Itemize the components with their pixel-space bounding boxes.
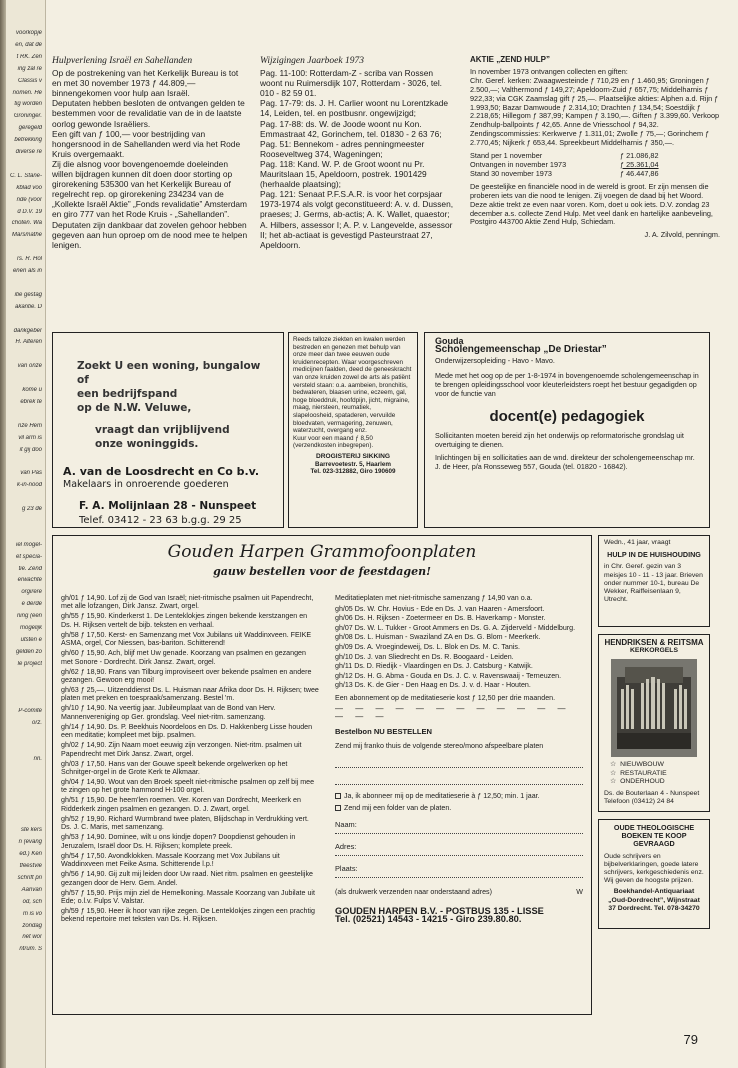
spine-fragment: ebrek te (20, 398, 42, 405)
ad-driestar-text2: Sollicitanten moeten bereid zijn het onderwijs op reformatorische grondslag uit overtuiging te dienen. (435, 430, 684, 449)
star-icon: ☆ (610, 777, 617, 785)
spine-fragment: tfeestvie (19, 863, 42, 869)
record-item: gh/02 ƒ 14,90. Zijn Naam moet eeuwig zijn verzongen. Niet-ritm. psalmen uit Papendrecht met Dirk Jansz. Zwart, orgel. (61, 741, 302, 758)
address-field[interactable] (335, 821, 583, 834)
meditation-item: gh/06 Ds. H. Rijksen - Zoetermeer en Ds. B. Haverkamp - Monster. (335, 614, 546, 623)
meditation-item: gh/07 Ds. W. L. Tukker - Groot Ammers en Ds. G. A. Zijderveld - Middelburg. (335, 623, 576, 632)
harpen-bon-title: Bestelbon NU BESTELLEN (335, 726, 433, 736)
ad-driestar-text: Mede met het oog op de per 1-8-1974 in bovengenoemde scholengemeenschap in te brengen opleidingsschool voor kleuterleidsters roept het bestuur gegadigden op voor de functie van (435, 371, 699, 398)
record-item: gh/55 ƒ 15,90. Kinderkerst 1. De Lenteklokjes zingen bekende kerstzangen en Ds. H. Rijksen vertelt de bijb. teksten en verhaal. (61, 612, 308, 629)
meditation-item: gh/12 Ds. H. G. Abma - Gouda en Ds. J. C. v. Ravenswaaij - Terneuzen. (335, 671, 562, 680)
zend-hulp-closing: De geestelijke en financiële nood in de wereld is groot. Er zijn mensen die proberen iets van die nood te lenigen. Zij voegen de daad bij het Woord. Deze aktie trekt ze even naar voren. Kom, doet u ook iets. D.V. zondag 23 december a.s. collecte Zend Hulp. Met veel dank en hartelijke aanbeveling, (470, 181, 713, 218)
ad-huishouding-text: in Chr. Geref. gezin van 3 meisjes 10 - 11 - 13 jaar. Brieven onder nummer 10-1, bureau De Wekker, Raiffeisenlaan 9, Utrecht. (604, 563, 703, 604)
hulpverlening-paragraphs (52, 68, 248, 250)
hulpverlening-paragraph: Deputaten zijn dankbaar dat zovelen gehoor hebben gegeven aan hun oproep om de nood mee te helpen lenigen. (52, 219, 248, 250)
page (50, 30, 720, 1055)
spine-fragment: iel mogel- (15, 541, 42, 548)
spine-fragment: enen als in (12, 268, 42, 274)
spine-fragment: erwachte (17, 577, 42, 584)
harpen-abonnement: Een abonnement op de meditatieserie kost ƒ 12,50 per drie maanden. (335, 693, 556, 702)
spine-fragment: od, sch (22, 898, 42, 905)
spine-fragment: itie gestag (14, 291, 42, 298)
spine-fragment: nn. (33, 755, 42, 762)
total-value: ƒ 25.361,04 (620, 159, 659, 169)
total-value: ƒ 21.086,82 (620, 151, 659, 161)
record-item: gh/01 ƒ 14,90. Lof zij de God van Israël; niet-ritmische psalmen uit Papendrecht, met alle lofzangen, Dirk Jansz. Zwart, orgel. (61, 594, 314, 611)
ad-woning-line: op de N.W. Veluwe, (77, 402, 192, 414)
organ-services (604, 761, 704, 786)
organ-service (604, 778, 704, 786)
spine-fragment: ing zal re (17, 65, 42, 72)
ad-hendriksen-reitsma (598, 634, 710, 812)
ad-oude-boeken (598, 819, 710, 929)
heading-hulpverlening: Hulpverlening Israël en Sahellanden (52, 56, 193, 66)
facing-page-spine (0, 0, 46, 1068)
spine-fragment: vil arm is (18, 434, 42, 441)
heading-jaarboek: Wijzigingen Jaarboek 1973 (260, 56, 364, 66)
hulpverlening-paragraph: Een gift van ƒ 100,— voor bestrijding van hongersnood in de Sahellanden werd via het Rode Kruis overgemaakt. (52, 128, 241, 159)
spine-fragment: gelden zo (15, 648, 42, 655)
ad-drogisterij-address: Barrevoetestr. 5, Haarlem (315, 460, 391, 468)
spine-fragment: choten. Wa (11, 220, 42, 227)
record-item: gh/53 ƒ 14,90. Dominee, wilt u ons kindje dopen? Doopdienst gehouden in Jeruzalem, Israël door Ds. H. Rijksen; komplete preek. (61, 833, 296, 850)
spine-fragment: n (evang (18, 839, 42, 846)
meditation-item: gh/05 Ds. W. Chr. Hovius - Ede en Ds. J. van Haaren - Amersfoort. (335, 604, 545, 613)
spine-fragment: rs. R. Hol (16, 256, 42, 263)
jaarboek-paragraph: Pag. 11-100: Rotterdam-Z - scriba van Rossen woont nu Ruimersdijk 107, Rotterdam - 3026, tel. 010 - 82 59 01. (260, 68, 443, 99)
column-jaarboek (260, 56, 456, 250)
jaarboek-paragraph: Pag. 121: Senaat P.F.S.A.R. is voor het corpsjaar 1973-1974 als volgt geconstitueerd: A. v. d. Dussen, praeses; J. Germs, ab-actis; A. K. Wallet, quaestor; A. Hilbers, assessor I; A. P. v. Langevelde, assessor II; het ab-actiaat is gevestigd Pasteurstraat 27, Apeldoorn. (260, 189, 454, 250)
spine-fragment: schrift pri (17, 874, 42, 881)
spine-fragment: et specia- (15, 553, 42, 560)
organ-service-label: RESTAURATIE (620, 769, 667, 777)
spine-fragment: zondag (22, 922, 42, 929)
jaarboek-paragraph: Pag. 17-88: ds. W. de Joode woont nu Kon. Emmastraat 42, Gorinchem, tel. 01830 - 2 63 76; (260, 118, 442, 139)
harpen-right-intro: Meditatieplaten met niet-ritmische samenzang ƒ 14,90 van o.a. (335, 594, 533, 602)
spine-fragment: ning (een (16, 613, 42, 620)
record-item: gh/62 ƒ 18,90. Frans van Tilburg improviseert over bekende psalmen en andere gezangen. Gewoon erg mooi! (61, 667, 312, 685)
envelope-line (335, 888, 583, 897)
meditation-item: gh/10 Ds. J. van Sliedrecht en Ds. R. Boogaard - Leiden. (335, 652, 514, 661)
ad-drogisterij (288, 332, 418, 528)
hulpverlening-paragraph: Op de postrekening van het Kerkelijk Bureau is tot en met 30 november 1973 ƒ 44.809,— binnengekomen voor hulp aan Israël. (52, 68, 239, 99)
ad-woning-company: A. van de Loosdrecht en Co b.v. (63, 465, 260, 478)
harpen-meditation-list (335, 605, 583, 690)
harpen-record-list (61, 594, 319, 925)
spine-fragment: diverse re (15, 149, 42, 155)
record-item: gh/52 ƒ 19,90. Richard Wurmbrand twee platen, Blijdschap in Verdrukking vert. Ds. J. C. Maris, met samenzang. (61, 814, 309, 832)
total-label: Ontvangen in november 1973 (470, 159, 567, 169)
ad-driestar-city: Gouda (435, 336, 464, 346)
dashed-cut-line: — — — — — — — — — — — — — — — (335, 703, 571, 722)
spine-fragment: ntrum. S (19, 946, 42, 953)
record-item: gh/10 ƒ 14,90. Na veertig jaar. Jubileumplaat van de Bond van Herv. Mannenvereniging op Ger. grondslag. Veel niet-ritm. samenzang. (61, 704, 276, 721)
meditation-item: gh/11 Ds. D. Riedijk - Vlaardingen en Ds. J. Catsburg - Katwijk. (335, 662, 533, 671)
address-field-label: Adres: (335, 842, 357, 852)
order-line-2[interactable] (335, 772, 583, 785)
order-line-1[interactable] (335, 755, 583, 768)
total-label: Stand per 1 november (470, 151, 543, 161)
spine-fragment: it gij doo (19, 446, 42, 453)
address-field[interactable] (335, 843, 583, 856)
ad-driestar-title: docent(e) pedagogiek (489, 407, 645, 425)
spine-fragment: m is vo (22, 910, 42, 917)
ad-drogisterij-shop: DROGISTERIJ SIKKING (315, 452, 390, 460)
zend-hulp-postgiro: Postgiro 443700 Aktie Zend Hulp, Schiedam. (470, 217, 616, 227)
spine-fragment: nde (voor (16, 196, 42, 203)
spine-fragment: g 23 de (21, 506, 42, 512)
ad-huishouding-line1: Wedn., 41 jaar, vraagt (604, 539, 671, 546)
page-number: 79 (683, 1032, 698, 1047)
address-field-label: Naam: (335, 820, 357, 830)
ad-woning-lines2 (77, 423, 273, 451)
spine-fragment: t RK. Zen (16, 53, 42, 60)
harpen-title: Gouden Harpen Grammofoonplaten (167, 542, 477, 562)
spine-fragment: geregeld (18, 125, 42, 132)
spine-fragment: kome u (22, 387, 42, 393)
record-item: gh/54 ƒ 17,50. Avondklokken. Massale Koorzang met Vox Jubilans uit Waddinxveen met Feike Asma. Schitterende l.p.! (61, 851, 280, 869)
ad-organ-phone: Telefoon (03412) 24 84 (604, 798, 674, 806)
spine-fragment: H. Alteren (15, 339, 42, 346)
jaarboek-paragraph: Pag. 51: Bennekom - adres penningmeester Rooseveltweg 374, Wageningen; (260, 138, 425, 159)
star-icon: ☆ (610, 761, 617, 769)
spine-fragment: orgirere (21, 589, 42, 596)
folder-label: Zend mij een folder van de platen. (344, 803, 452, 812)
spine-fragment: le project (17, 660, 42, 667)
organ-service (604, 761, 704, 769)
spine-fragment: ste kers (20, 827, 42, 834)
ad-woning-line: vraagt dan vrijblijvend (95, 424, 230, 436)
ad-books-title: OUDE THEOLOGISCHE BOEKEN TE KOOP GEVRAAGD (613, 823, 695, 849)
total-row (470, 170, 720, 179)
record-item: gh/63 ƒ 25,—. Uitzenddienst Ds. L. Huisman naar Afrika door Ds. H. Rijksen; twee platen met preken en toespraak/samenzang. Bestel 'm. (61, 686, 319, 703)
address-field[interactable] (335, 865, 583, 878)
ad-woning-sub: Makelaars in onroerende goederen (63, 479, 229, 490)
spine-fragment: Aanvan (21, 886, 42, 893)
spine-fragment: utsten e (20, 636, 42, 643)
organ-service-label: NIEUWBOUW (620, 761, 664, 769)
address-field-label: Plaats: (335, 864, 358, 874)
ad-organ-title: HENDRIKSEN & REITSMA (604, 638, 704, 647)
zend-hulp-intro: In november 1973 ontvangen collecten en giften: (470, 66, 628, 76)
meditation-item: gh/09 Ds. A. Vroegindeweij, Ds. L. Blok en Ds. M. C. Tanis. (335, 642, 520, 651)
ad-woning (52, 332, 284, 528)
ad-huishouding (598, 535, 710, 627)
ad-drogisterij-price: Kuur voor een maand ƒ 8,50 (verzendkosten inbegrepen). (293, 434, 374, 450)
ad-books-text: Oude schrijvers en bijbelverklaringen, goede latere schrijvers, kerkgeschiedenis enz. Wij geven de hoogste prijzen. (604, 852, 704, 885)
folder-checkbox[interactable] (335, 805, 341, 811)
harpen-right-column (335, 594, 583, 924)
column-zend-hulp (470, 56, 720, 240)
ad-gouden-harpen (52, 535, 592, 1015)
spine-fragment: nze Hem (17, 422, 42, 429)
record-item: gh/56 ƒ 14,90. Gij zult mij leiden door Uw raad. Niet ritm. psalmen en geestelijke gezangen door de Herv. Gem. Andel. (61, 870, 313, 887)
meditation-item: gh/08 Ds. L. Huisman - Swaziland ZA en Ds. G. Blom - Meerkerk. (335, 633, 541, 642)
column-hulpverlening (52, 56, 248, 250)
total-value: ƒ 46.447,86 (620, 168, 659, 178)
spine-fragment: Classis v (17, 77, 42, 84)
record-item: gh/58 ƒ 17,50. Kerst- en Samenzang met Vox Jubilans uit Waddinxveen. FEIKE ASMA, orgel, Cor Niessen, bas-bariton. Schitterend! (61, 630, 312, 648)
ad-organ-sub: KERKORGELS (630, 647, 678, 655)
spine-fragment: Marsmathe (11, 232, 42, 239)
folder-option[interactable] (335, 804, 583, 813)
record-item: gh/04 ƒ 14,90. Wout van den Broek speelt niet-ritmische psalmen op zelf bij mee te zingen op het grote hammond H-100 orgel. (61, 778, 315, 795)
harpen-address-fields (335, 821, 583, 878)
zend-hulp-totals (470, 152, 720, 179)
spine-fragment: dankgeber (13, 327, 42, 334)
ad-driestar-text3: Inlichtingen bij en sollicitaties aan de wnd. direkteur der scholengemeenschap mr. J. de Heer, p/a Ronsseweg 557, Gouda (tel. 01820 - 16842). (435, 453, 695, 472)
ad-driestar-name: Scholengemeenschap „De Driestar” (435, 343, 607, 355)
spine-fragment: e derde (21, 601, 42, 608)
spine-fragment: Groninger. (13, 113, 42, 120)
ad-driestar-sub: Onderwijzersopleiding - Havo - Mavo. (435, 355, 555, 365)
spine-fragment: nomen. He (12, 89, 42, 96)
spine-fragment: van onze (17, 363, 42, 370)
spine-fragment: d D.V. 19 (17, 208, 42, 215)
ad-woning-lines (77, 359, 273, 415)
spine-fragment: tig worden (14, 101, 42, 108)
harpen-footer-phone: Tel. (02521) 14543 - 14215 - Giro 239.80.80. (335, 914, 522, 925)
spine-fragment: orz. (31, 720, 42, 727)
spine-fragment: k-in-nood (16, 482, 42, 489)
record-item: gh/59 ƒ 15,90. Heer ik hoor van rijke zegen. De Lenteklokjes zingen een prachtig bekend repertoire met teksten van Ds. H. Rijksen. (61, 906, 315, 924)
spine-fragment: en, dat de (15, 41, 42, 48)
zend-hulp-signature: J. A. Zilvold, penningm. (644, 230, 720, 240)
binding-edge (0, 0, 6, 1068)
spine-fragment: P-comite (18, 708, 42, 715)
spine-fragment: C. L. Stane- (9, 172, 42, 179)
ad-woning-phone: Telef. 03412 - 23 63 b.g.g. 29 25 (79, 515, 242, 526)
spine-fragment: kblad voo (16, 184, 42, 191)
organ-illustration (611, 659, 697, 757)
spine-fragment: voorkopje (15, 30, 42, 36)
harpen-bon-text: Zend mij franko thuis de volgende stereo/mono afspeelbare platen (335, 742, 544, 751)
hulpverlening-paragraph: Deputaten hebben besloten de ontvangen gelden te bestemmen voor de revalidatie van de in de laatste oorlog gewonde Israëliers. (52, 98, 245, 129)
total-label: Stand 30 november 1973 (470, 168, 552, 178)
star-icon: ☆ (610, 769, 617, 777)
church-organ-photo (611, 659, 697, 757)
abonneer-checkbox[interactable] (335, 793, 341, 799)
record-item: gh/51 ƒ 15,90. De heem'len roemen. Ver. Koren van Dordrecht, Meerkerk en Ridderkerk zingen psalmen en gezangen. D. J. Zwart, orgel. (61, 796, 301, 813)
ad-drogisterij-text: Reeds talloze ziekten en kwalen werden bestreden en genezen met behulp van onze meer dan twee eeuwen oude kruidenrecepten. Waar voorgeschreven medicijnen faalden, deed de geneeskracht van onze kruiden zowel de arts als patiënt versteld staan: o.a. aambeien, bronchitis, bedwateren, blaasen urine, eczeem, gal, hoge bloeddruk, hoofdpijn, jicht, migraine, maag, niersteen, reumatiek, slapeloosheid, spataderen, vervuilde bloedvaten, vermagering, zenuwen, waterzucht, overgang enz. (293, 336, 412, 435)
record-item: gh/03 ƒ 17,50. Hans van der Gouwe speelt bekende orgelwerken op het Schnitger-orgel in de Grote Kerk te Alkmaar. (61, 759, 288, 777)
spine-fragment: ed.) Ken (19, 851, 42, 858)
zend-hulp-body: Chr. Geref. kerken: Zwaagwesteinde ƒ 710,29 en ƒ 1.460,95; Groningen ƒ 2.500,—; Valthermond ƒ 149,27; Apeldoorn-Zuid ƒ 657,75; Middelharnis ƒ 922,33; via CGK Zaamslag gift ƒ 25,—. Plaatselijke akties: Alphen a.d. Rijn ƒ 1.993,50; Bazar Damwoude ƒ 2.314,10; Drachten ƒ 134,54; Soestdijk ƒ 2.218,65; Hillegom ƒ 387,99; Kampen ƒ 3.190,—. Giften ƒ 3.399,60. Verkoop Zendhulp-ballpoints ƒ 42,65. Anne de Vriesschool ƒ 94,32. Zendingscommissies: Kerkwerve ƒ 1.311,01; Zwolle ƒ 75,—; Gorinchem ƒ 2.770,45; Nijkerk ƒ 653,44. Spreekbeurt Middelharnis ƒ 350,—. (470, 75, 720, 148)
abonneer-label: Ja, ik abonneer mij op de meditatieserie à ƒ 12,50; min. 1 jaar. (344, 791, 540, 800)
spine-fragment: net wor (22, 934, 42, 941)
abonneer-option[interactable] (335, 792, 583, 801)
heading-zend-hulp: AKTIE „ZEND HULP” (470, 55, 550, 64)
meditation-item: gh/13 Ds. K. de Gier - Den Haag en Ds. J. v. d. Haar - Houten. (335, 681, 531, 690)
ad-books-shop: Boekhandel-Antiquariaat „Oud-Dordrecht”, Wijnstraat 37 Dordrecht. Tel. 078-34270 (608, 888, 700, 912)
spine-fragment: van Pas (20, 470, 42, 477)
ad-huishouding-title: HULP IN DE HUISHOUDING (607, 550, 701, 560)
spine-fragment: akantie. D (14, 303, 42, 310)
harpen-footer-address: GOUDEN HARPEN B.V. - POSTBUS 135 - LISSE (335, 905, 544, 916)
ad-driestar (424, 332, 710, 528)
harpen-subtitle: gauw bestellen voor de feestdagen! (213, 565, 431, 578)
hulpverlening-paragraph: Zij die alsnog voor bovengenoemde doeleinden willen bijdragen kunnen dit doen door storting op girorekening 535300 van het Kerkelijk Bureau of regelrecht rep. op girorekening 234234 van de „Kollekte Israël Aktie” „Fonds revalidatie” Amsterdam en giro 777 van het Rode Kruis - „Sahellanden”. (52, 158, 248, 220)
ad-organ-address: Ds. de Bouterlaan 4 - Nunspeet (604, 790, 700, 798)
record-item: gh/14 ƒ 14,90. Ds. P. Beekhuis Noordeloos en Ds. D. Hakkenberg Lisse houden een meditatie; kompleet met bijp. psalmen. (61, 722, 313, 740)
jaarboek-paragraph: Pag. 118: Kand. W. P. de Groot woont nu Pr. Mauritslaan 15, Apeldoorn, postrek. 1901429 (herhaalde plaatsing); (260, 158, 427, 190)
envelope-text: (als drukwerk verzenden naar onderstaand adres) (335, 888, 492, 897)
record-item: gh/60 ƒ 15,90. Ach, blijf met Uw genade. Koorzang van psalmen en gezangen met Sonore - Dordrecht. Dirk Jansz. Zwart, orgel. (61, 649, 306, 666)
envelope-w: W (576, 888, 583, 897)
ad-woning-line: Zoekt U een woning, bungalow of (77, 360, 261, 386)
ad-woning-address: F. A. Molijnlaan 28 - Nunspeet (79, 500, 257, 512)
jaarboek-paragraphs (260, 68, 456, 250)
organ-service (604, 770, 704, 778)
organ-service-label: ONDERHOUD (620, 777, 665, 785)
spine-fragment: tie. Zend (18, 565, 42, 572)
spine-fragment: mogelijk (19, 625, 42, 631)
ad-drogisterij-tel: Tel. 023-312882, Giro 190609 (310, 468, 396, 476)
ad-woning-line: onze woninggids. (95, 438, 199, 450)
record-item: gh/57 ƒ 15,90. Prijs mijn ziel de Hemelkoning. Massale Koorzang van Jubilate uit Ede; o.l.v. Fulps V. Valstar. (61, 888, 315, 905)
spine-fragment: betrekking (14, 137, 42, 144)
jaarboek-paragraph: Pag. 17-79: ds. J. H. Carlier woont nu Lorentzkade 14, Leiden, tel. en postbusnr. ongewijzigd; (260, 98, 449, 119)
ad-woning-line: een bedrijfspand (77, 388, 178, 400)
